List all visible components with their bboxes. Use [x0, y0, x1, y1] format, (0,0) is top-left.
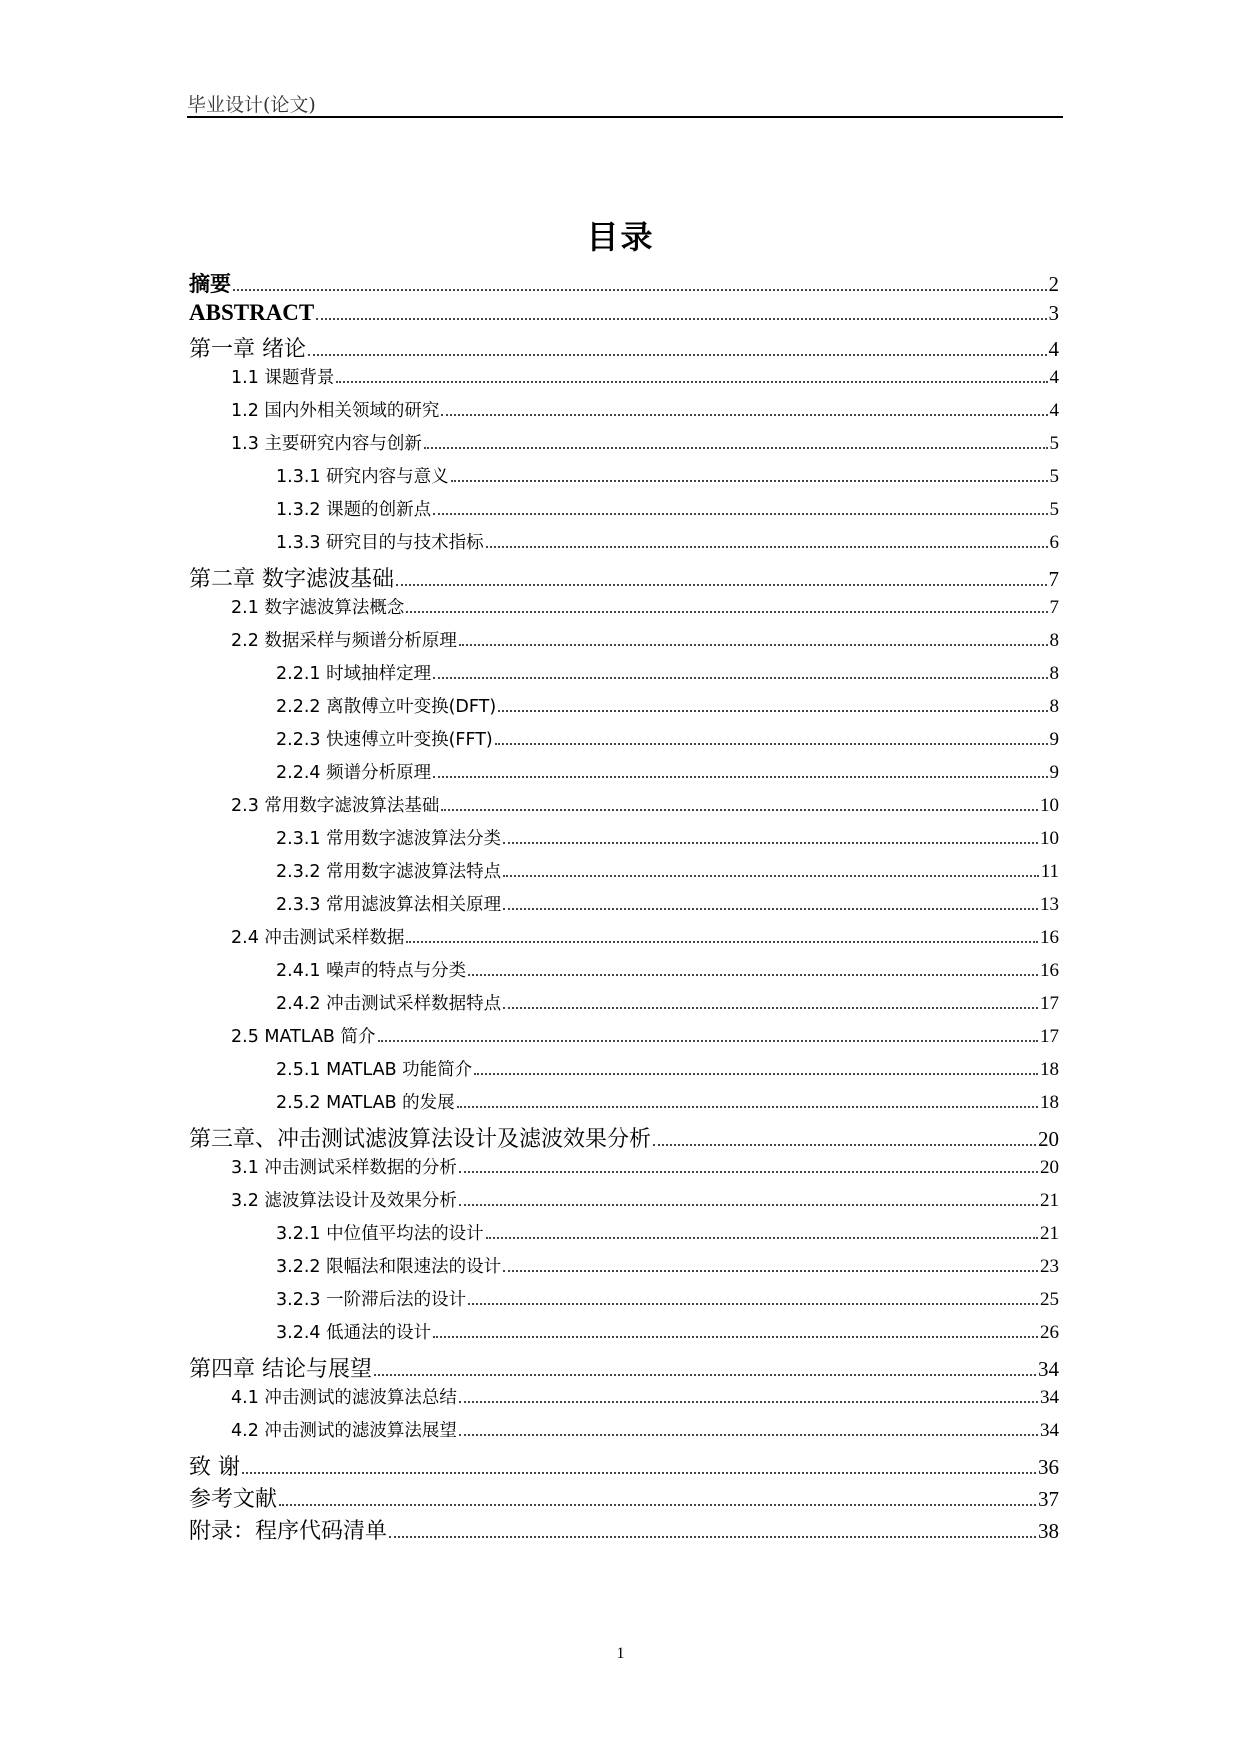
toc-entry-page: 9: [1049, 762, 1059, 783]
toc-dot-leader: [459, 644, 1048, 646]
toc-dot-leader: [486, 1237, 1038, 1239]
toc-dot-leader: [433, 513, 1047, 515]
toc-entry-label: 第四章 结论与展望: [189, 1357, 372, 1382]
toc-dot-leader: [503, 908, 1038, 910]
toc-dot-leader: [336, 381, 1047, 383]
toc-entry[interactable]: [189, 529, 1059, 562]
toc-entry[interactable]: [189, 430, 1059, 463]
toc-dot-leader: [406, 941, 1038, 943]
toc-entry-page: 7: [1048, 567, 1059, 591]
toc-entry-label: 2.2.4 频谱分析原理: [276, 763, 432, 783]
toc-entry-page: 4: [1048, 337, 1059, 361]
toc-entry[interactable]: [189, 759, 1059, 792]
toc-entry-label: 3.2 滤波算法设计及效果分析: [231, 1191, 457, 1211]
toc-entry-label: 摘要: [189, 272, 231, 296]
toc-dot-leader: [459, 1434, 1038, 1436]
toc-entry-page: 5: [1049, 466, 1059, 487]
toc-entry-page: 34: [1038, 1357, 1059, 1381]
toc-entry[interactable]: [189, 792, 1059, 825]
toc-entry[interactable]: [189, 858, 1059, 891]
toc-entry-label: 2.4.2 冲击测试采样数据特点: [276, 994, 502, 1014]
toc-entry-label: 1.3.1 研究内容与意义: [276, 467, 449, 487]
toc-entry[interactable]: [189, 1482, 1059, 1514]
toc-entry-label: 1.2 国内外相关领域的研究: [231, 401, 440, 421]
toc-entry-label: 2.2.1 时域抽样定理: [276, 664, 432, 684]
toc-entry-page: 5: [1049, 499, 1059, 520]
toc-dot-leader: [378, 1040, 1039, 1042]
toc-entry-page: 34: [1040, 1420, 1059, 1441]
toc-entry-page: 7: [1049, 597, 1059, 618]
toc-entry[interactable]: [189, 1023, 1059, 1056]
toc-dot-leader: [474, 1073, 1038, 1075]
toc-entry-page: 6: [1049, 532, 1059, 553]
toc-entry[interactable]: [189, 594, 1059, 627]
toc-entry[interactable]: [189, 300, 1059, 332]
toc-entry-label: 1.3.2 课题的创新点: [276, 500, 432, 520]
toc-dot-leader: [233, 289, 1047, 291]
toc-dot-leader: [433, 776, 1047, 778]
toc-entry-label: 2.3 常用数字滤波算法基础: [231, 796, 440, 816]
toc-entry[interactable]: [189, 726, 1059, 759]
toc-dot-leader: [242, 1472, 1036, 1474]
toc-entry-label: 参考文献: [189, 1487, 278, 1512]
toc-dot-leader: [498, 710, 1047, 712]
toc-entry-page: 17: [1040, 1026, 1059, 1047]
table-of-contents: [189, 268, 1059, 1546]
toc-entry-label: ABSTRACT: [189, 300, 315, 325]
toc-entry-label: 2.5.2 MATLAB 的发展: [276, 1093, 455, 1113]
toc-dot-leader: [503, 1007, 1038, 1009]
toc-entry-page: 37: [1038, 1487, 1059, 1511]
toc-entry-label: 1.3 主要研究内容与创新: [231, 434, 422, 454]
toc-dot-leader: [424, 447, 1048, 449]
toc-entry[interactable]: [189, 1220, 1059, 1253]
toc-dot-leader: [459, 1204, 1038, 1206]
toc-entry[interactable]: [189, 891, 1059, 924]
toc-entry-page: 18: [1040, 1092, 1059, 1113]
toc-entry[interactable]: [189, 496, 1059, 529]
toc-entry[interactable]: [189, 1384, 1059, 1417]
toc-entry-page: 13: [1040, 894, 1059, 915]
toc-dot-leader: [433, 677, 1047, 679]
toc-entry[interactable]: [189, 1514, 1059, 1546]
toc-entry-label: 2.2.2 离散傅立叶变换(DFT): [276, 697, 497, 717]
toc-dot-leader: [503, 1270, 1038, 1272]
toc-entry-label: 2.4.1 噪声的特点与分类: [276, 961, 467, 981]
toc-entry[interactable]: [189, 693, 1059, 726]
toc-dot-leader: [457, 1106, 1038, 1108]
page-number: 1: [616, 1645, 625, 1662]
toc-entry-label: 1.1 课题背景: [231, 368, 335, 388]
toc-entry-label: 2.3.2 常用数字滤波算法特点: [276, 862, 502, 882]
toc-entry-label: 2.5 MATLAB 简介: [231, 1027, 376, 1047]
toc-entry-label: 4.2 冲击测试的滤波算法展望: [231, 1421, 457, 1441]
toc-entry-page: 10: [1040, 795, 1059, 816]
toc-dot-leader: [441, 809, 1038, 811]
toc-dot-leader: [503, 875, 1039, 877]
toc-dot-leader: [406, 611, 1047, 613]
toc-entry-page: 20: [1038, 1127, 1059, 1151]
toc-entry[interactable]: [189, 1450, 1059, 1482]
toc-dot-leader: [653, 1144, 1036, 1146]
toc-entry-page: 21: [1040, 1223, 1059, 1244]
toc-entry[interactable]: [189, 364, 1059, 397]
toc-entry-page: 5: [1049, 433, 1059, 454]
toc-dot-leader: [396, 584, 1047, 586]
toc-entry-label: 附录：程序代码清单: [189, 1519, 388, 1544]
toc-entry-label: 4.1 冲击测试的滤波算法总结: [231, 1388, 457, 1408]
toc-entry[interactable]: [189, 268, 1059, 300]
toc-dot-leader: [468, 1303, 1038, 1305]
toc-entry-label: 2.3.1 常用数字滤波算法分类: [276, 829, 502, 849]
toc-entry[interactable]: [189, 1056, 1059, 1089]
toc-entry-page: 8: [1049, 630, 1059, 651]
toc-dot-leader: [459, 1401, 1038, 1403]
toc-entry[interactable]: [189, 990, 1059, 1023]
toc-dot-leader: [486, 546, 1048, 548]
toc-entry-label: 第一章 绪论: [189, 337, 306, 362]
toc-entry-page: 3: [1048, 301, 1059, 325]
toc-entry[interactable]: [189, 1253, 1059, 1286]
toc-entry-page: 34: [1040, 1387, 1059, 1408]
toc-entry[interactable]: [189, 957, 1059, 990]
toc-dot-leader: [374, 1374, 1036, 1376]
toc-entry-page: 16: [1040, 960, 1059, 981]
toc-entry-page: 9: [1049, 729, 1059, 750]
toc-entry[interactable]: [189, 1122, 1059, 1154]
toc-dot-leader: [459, 1171, 1038, 1173]
toc-entry-page: 8: [1049, 663, 1059, 684]
toc-entry[interactable]: [189, 1319, 1059, 1352]
toc-entry-page: 18: [1040, 1059, 1059, 1080]
toc-entry-label: 2.5.1 MATLAB 功能简介: [276, 1060, 473, 1080]
toc-entry-label: 2.2 数据采样与频谱分析原理: [231, 631, 457, 651]
page-title: 目录: [586, 218, 655, 256]
toc-entry-label: 3.2.1 中位值平均法的设计: [276, 1224, 484, 1244]
toc-entry[interactable]: [189, 463, 1059, 496]
toc-entry-page: 11: [1040, 861, 1059, 882]
toc-dot-leader: [441, 414, 1047, 416]
toc-dot-leader: [451, 480, 1048, 482]
toc-entry[interactable]: [189, 924, 1059, 957]
toc-dot-leader: [279, 1504, 1036, 1506]
toc-entry-page: 10: [1040, 828, 1059, 849]
toc-entry-label: 3.2.4 低通法的设计: [276, 1323, 432, 1343]
toc-entry[interactable]: [189, 825, 1059, 858]
toc-dot-leader: [433, 1336, 1038, 1338]
toc-entry-page: 36: [1038, 1455, 1059, 1479]
toc-entry[interactable]: [189, 627, 1059, 660]
toc-entry-label: 第三章、冲击测试滤波算法设计及滤波效果分析: [189, 1127, 652, 1152]
toc-entry-page: 4: [1049, 400, 1059, 421]
toc-entry-label: 2.4 冲击测试采样数据: [231, 928, 405, 948]
toc-dot-leader: [308, 354, 1047, 356]
toc-entry[interactable]: [189, 562, 1059, 594]
toc-entry-label: 3.1 冲击测试采样数据的分析: [231, 1158, 457, 1178]
toc-entry-label: 第二章 数字滤波基础: [189, 567, 394, 592]
toc-dot-leader: [389, 1536, 1036, 1538]
toc-entry[interactable]: [189, 332, 1059, 364]
toc-entry-page: 16: [1040, 927, 1059, 948]
toc-entry-page: 23: [1040, 1256, 1059, 1277]
toc-entry[interactable]: [189, 1089, 1059, 1122]
toc-entry-page: 8: [1049, 696, 1059, 717]
toc-entry[interactable]: [189, 660, 1059, 693]
toc-dot-leader: [316, 318, 1046, 320]
toc-entry[interactable]: [189, 1352, 1059, 1384]
toc-entry[interactable]: [189, 397, 1059, 430]
toc-entry-label: 致 谢: [189, 1455, 240, 1480]
toc-entry-label: 2.1 数字滤波算法概念: [231, 598, 405, 618]
toc-dot-leader: [495, 743, 1048, 745]
toc-entry-page: 4: [1049, 367, 1059, 388]
toc-entry-page: 25: [1040, 1289, 1059, 1310]
toc-entry-label: 2.2.3 快速傅立叶变换(FFT): [276, 730, 493, 750]
toc-entry-page: 21: [1040, 1190, 1059, 1211]
toc-entry-label: 1.3.3 研究目的与技术指标: [276, 533, 484, 553]
toc-entry[interactable]: [189, 1187, 1059, 1220]
toc-entry[interactable]: [189, 1286, 1059, 1319]
toc-dot-leader: [503, 842, 1038, 844]
toc-entry-page: 38: [1038, 1519, 1059, 1543]
toc-entry-label: 3.2.2 限幅法和限速法的设计: [276, 1257, 502, 1277]
toc-dot-leader: [468, 974, 1038, 976]
toc-entry-page: 17: [1040, 993, 1059, 1014]
toc-entry-page: 20: [1040, 1157, 1059, 1178]
toc-entry-label: 3.2.3 一阶滞后法的设计: [276, 1290, 467, 1310]
header-text: 毕业设计(论文): [187, 94, 316, 116]
toc-entry[interactable]: [189, 1154, 1059, 1187]
toc-entry-page: 26: [1040, 1322, 1059, 1343]
toc-entry-page: 2: [1048, 272, 1059, 296]
toc-entry[interactable]: [189, 1417, 1059, 1450]
toc-entry-label: 2.3.3 常用滤波算法相关原理: [276, 895, 502, 915]
page-header: [187, 86, 1063, 118]
